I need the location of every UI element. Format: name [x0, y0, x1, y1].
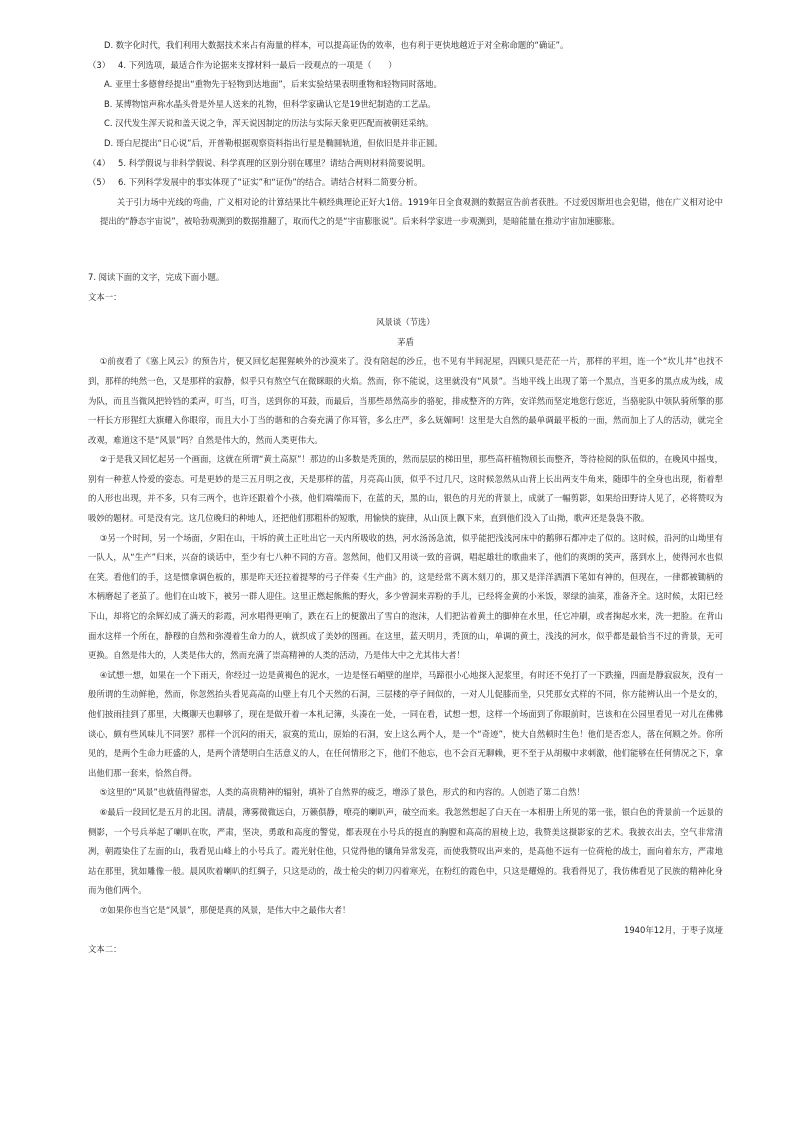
question-4 — [88, 56, 723, 154]
question-stem: （4） 5. 科学假说与非科学假说、科学真理的区别分别在哪里？请结合两则材料简要说明。 — [88, 154, 723, 174]
quoted-passage: 关于引力场中光线的弯曲，广义相对论的计算结果比牛顿经典理论正好大1倍。1919年日全食观测的数据宣告前者获胜。不过爱因斯坦也会犯错，他在广义相对论中提出的“静态宇宙说”，被哈勃观测到的数据推翻了，取而代之的是“宇宙膨胀说”。后来科学家进一步观测到，是暗能量在推动宇宙加速膨胀。 — [100, 196, 723, 227]
question-stem: （5） 6. 下列科学发展中的事实体现了“证实”和“证伪”的结合。请结合材料二简要分析。 — [88, 173, 723, 193]
question-number: （5） — [88, 177, 111, 188]
option-b: B. 某博物馆声称水晶头骨是外星人送来的礼物，但科学家确认它是19世纪制造的工艺品。 — [104, 98, 436, 109]
paragraph-2: ②于是我又回忆起另一个画面，这就在所谓“黄土高原”！那边的山多数是秃顶的，然而层层的梯田里，那些高杆植物颀长而整齐，等待检阅的队伍似的，在晚风中摇曳，别有一种惹人怜爱的姿态。可是更妙的是三五月明之夜，天是那样的蓝，月亮高山顶，似乎不过几尺，这时候忽然从山背上长出两支牛角来，随即牛的全身也出现，衔着犁的人形也出现，并不多，只有三两个，也许还跟着个小孩，他们端端而下，在蓝的天，黑的山，银色的月光的背景上，成就了一幅剪影，如果给田野诗人见了，必将赞叹为吸妙的题材。可是没有完。这几位晚归的种地人，还把他们那粗朴的短歌，用愉快的旋律，从山顶上飘下来，直到他们没入了山拗，歌声还是袅袅不散。 — [88, 454, 723, 524]
text-one-label: 文本一： — [88, 291, 122, 302]
text-two-label: 文本二： — [88, 944, 122, 955]
article-date: 1940年12月，于枣子岚垭 — [624, 924, 723, 935]
question-stem: 7. 阅读下面的文字，完成下面小题。 — [88, 271, 225, 282]
question-number: （4） — [88, 157, 111, 168]
option-d-prev: D. 数字化时代，我们利用大数据技术来占有海量的样本，可以提高证伪的效率，也有利于更快地越近于对全称命题的“确证”。 — [104, 40, 569, 50]
option-c: C. 汉代发生浑天说和盖天说之争，浑天说因制定的历法与实际天象更匹配而被朝廷采纳。 — [104, 118, 434, 129]
paragraph-1: ①前夜看了《塞上风云》的预告片，便又回忆起猩猩峡外的沙漠来了。没有陪起的沙丘，也不见有半间泥屋，四顾只是茫茫一片，那样的平坦，连一个“坎儿井”也找不到，那样的纯然一色，又是那样的寂静，似乎只有熬空气在微眯眼的火焰。然而，你不能说，这里就没有“风景”。当地平线上出现了第一个黑点，当更多的黑点成为线，成为队，而且当微风把铃铛的柔声，叮当，叮当，送到你的耳鼓，而最后，当那些昂然高步的骆驼，排成整齐的方阵，安详然而坚定地您行您近，当骆驼队中领队骑所擎的那一杆长方形猩红大旗耀入你眼帘，而且大小丁当的谐和的合奏充满了你耳管，多么庄严，多么妩媚呵！这里是大自然的最单调最平板的一面，然而加上了人的活动，就完全改观，难道这不是“风景”吗？自然是伟大的，然而人类更伟大。 — [88, 356, 723, 445]
question-5 — [88, 154, 723, 174]
paragraph-7: ⑦如果你也当它是“风景”，那便是真的风景，是伟大中之最伟大者！ — [99, 904, 351, 915]
paragraph-4: ④试想一想，如果在一个下雨天，你经过一边是黄褐色的泥水，一边是怪石峭壁的崖岸，马蹄很小心地探入泥浆里，有时还不免打了一下跌撞，四面是静寂寂灰，没有一般所谓的生动鲜艳，然而，你忽然抬头看见高高的山壁上有几个天然的石洞，三层楼的亭子间似的，一对人儿促膝而坐，只凭那女式样的不同，你方能辨认出一个是女的，他们披雨挂到了那里，大概聊天也聊够了，现在是做开着一本札记簿，头凑在一处，一同在看，试想一想，这样一个场面到了你眼前时，岂该和在公园里看见一对儿在佛佛谈心，颇有些风味儿不同罢？那样一个沉闷的雨天，寂寞的荒山，原始的石洞，安上这么两个人，是一个“奇迹”，使大自然顿时生色！他们是否恋人，落在何顾之外。你所见的，是两个生命力旺盛的人，是两个清楚明白生活意义的人，在任何情形之下，他们不他忘，也不会百无聊赖，更不至于从胡椒中求刺激，他们能够在任何情况之下，拿出他们那一套来，恰然自得。 — [88, 669, 723, 778]
option-d: D. 哥白尼提出“日心说”后，开普勒根据观察资料指出行星是椭圆轨道，但依旧是并非正圆。 — [104, 137, 443, 148]
paragraph-3: ③另一个时间，另一个场面，夕阳在山，干坼的黄土正吐出它一天内所吸收的热，河水汤汤急流，似乎能把浅浅河床中的鹅卵石都冲走了似的。这时候，沿河的山坳里有一队人，从“生产”归来，兴奋的谈话中，至少有七八种不同的方音。忽然间，他们又用谈一致的音调，唱起雄壮的歌曲来了，他们的爽朗的笑声，落到水上，使得河水也似在笑。看他们的手，这是惯拿调色板的，那是昨天还拉着提琴的弓子伴奏《生产曲》的，这是经常不离木刻刀的，那又是洋洋洒洒下笔如有神的，但现在，一律都被锄柄的木柄磨起了老茧了。他们在山坡下，被另一群人迎住。这里正燃起熊熊的野火，多少曾洞来弄粉的手儿，已经将金黄的小米饭，翠绿的油菜，准备齐全。这时候，太阳已经下山，却将它的余辉幻成了满天的彩霞，河水唱得更响了，跌在石上的便激出了雪白的泡沫，人们把沾着黄土的脚伸在水里，任它冲刷，或者掬起水来，洗一把脸。在背山面水这样一个所在，静穆的自然和弥漫着生命力的人，就织成了美妙的图画。在这里，蓝天明月，秃顶的山，单调的黄土，浅浅的河水，似乎都是最恰当不过的背景，无可更换。自然是伟大的，人类是伟大的，然而充满了崇高精神的人类的活动，乃是伟大中之尤其伟大者！ — [88, 532, 723, 661]
question-7 — [88, 268, 723, 960]
paragraph-6: ⑥最后一段回忆是五月的北国。清晨，薄雾微微远白，万籁俱静，嘹亮的喇叭声，破空而来。我忽然想起了白天在一本相册上所见的第一张，银白色的背景前一个远景的侧影，一个号兵举起了喇叭在吹，严肃，坚决，勇敢和高度的警觉，都表现在小号兵的挺直的胸膛和高高的眉棱上边，我赞美这摄影家的艺术。我披衣出去，空气非常清冽，朝霞染住了左面的山，我看见山峰上的小号兵了。霞光射住他，只觉得他的镶角异常发亮，而使我赞叹出声来的，是高他不远有一位荷枪的战士，面向着东方，严肃地站在那里，犹如雕像一般。晨风吹着喇叭的红绸子，只这是动的，战士枪尖的刺刀闪着寒光，在粉红的霞色中，只这是耀煌的。我看得见了，我仿佛看见了民族的精神化身而为他们两个。 — [88, 806, 723, 896]
question-6 — [88, 173, 723, 232]
question-stem: （3） 4. 下列选项，最适合作为论据来支撑材料一最后一段观点的一项是（ ） — [88, 56, 723, 76]
paragraph-5: ⑤这里的“风景”也就值得留恋，人类的高贵精神的辐射，填补了自然界的疲乏，增添了景色，形式的和内容的。人创造了第二自然！ — [99, 787, 585, 798]
option-a: A. 亚里士多德曾经提出“重物先于轻物到达地面”，后来实验结果表明重物和轻物同时落地。 — [104, 79, 442, 90]
question-number: （3） — [88, 59, 111, 70]
article-author: 茅盾 — [397, 336, 414, 347]
article-title: 风景谈（节选） — [376, 317, 435, 328]
